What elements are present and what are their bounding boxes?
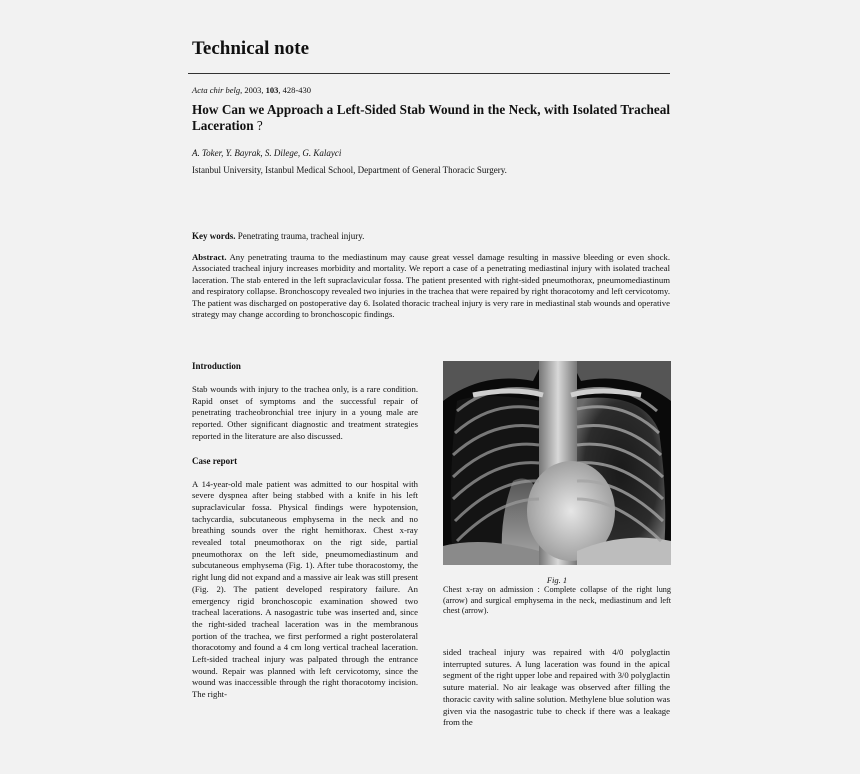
case-report-heading: Case report <box>192 455 238 466</box>
introduction-heading: Introduction <box>192 361 241 371</box>
header-rule <box>188 73 670 74</box>
article-title <box>192 102 670 134</box>
abstract <box>192 252 670 320</box>
section-title: Technical note <box>192 38 309 59</box>
volume: 103 <box>265 85 279 95</box>
keywords-label: Key words. <box>192 231 236 241</box>
affiliation: Istanbul University, Istanbul Medical School, Department of General Thoracic Surgery. <box>192 165 507 175</box>
left-column <box>192 360 418 701</box>
keywords <box>192 231 364 241</box>
authors: A. Toker, Y. Bayrak, S. Dilege, G. Kalayci <box>192 148 342 158</box>
year: 2003 <box>244 85 262 95</box>
case-report-text: A 14-year-old male patient was admitted to our hospital with severe dyspnea after being stabbed with a knife in his left supraclavicular fossa. Physical findings were hypotension, tachycardia, subcutaneous emphysema in the neck and no breathing sounds over the right hemithorax. Chest x-ray revealed total pneumothorax on the rigt side, partial pneumothorax on the left side, pneumomediastinum and subcutaneous emphysema (Fig. 1). After tube thoracostomy, the right lung did not expand and a massive air leak was still present (Fig. 2). The patient developed respiratory failure. An emergency rigid bronchoscopic examination showed two tracheal lacerations. A nasogastric tube was inserted and, since the right-sided tracheal laceration was in the membranous portion of the trachea, we first performed a right posterolateral thoracotomy and found a 4 cm long vertical tracheal laceration. Left-sided tracheal injury was palpated through the entrance wound. Repair was planned with left cervicotomy, since the wound was inaccessible through the right thoracotomy incision. The right- <box>192 478 418 700</box>
article-title-text: How Can we Approach a Left-Sided Stab Wound in the Neck, with Isolated Tracheal Laceration <box>192 102 670 133</box>
pages: 428-430 <box>282 85 311 95</box>
introduction-text: Stab wounds with injury to the trachea only, is a rare condition. Rapid onset of symptoms and the successful repair of penetrating tracheobronchial tree injury in a young male are reported. Other significant diagnostic and treatment strategies reported in the literature are also discussed. <box>192 384 418 441</box>
chest-xray-image <box>443 361 671 565</box>
article-title-suffix: ? <box>256 118 263 133</box>
abstract-label: Abstract. <box>192 252 227 262</box>
citation: Acta chir belg, 2003, 103, 428-430 <box>192 85 311 95</box>
figure-caption: Chest x-ray on admission : Complete collapse of the right lung (arrow) and surgical emphysema in the neck, mediastinum and left chest (arrow). <box>443 585 671 616</box>
figure-label: Fig. 1 <box>546 575 568 585</box>
right-column-text: sided tracheal injury was repaired with 4/0 polyglactin interrupted sutures. A lung laceration was found in the apical segment of the right upper lobe and repaired with 3/0 polyglactin suture material. No air leakage was observed after filling the thoracic cavity with saline solution. Methylene blue solution was given via the nasogastric tube to check if there was a leakage from the <box>443 647 670 728</box>
abstract-text: Any penetrating trauma to the mediastinum may cause great vessel damage resulting in massive bleeding or even shock. Associated tracheal injury increases morbidity and mortality. We report a case of a penetrating mediastinal injury with isolated tracheal laceration. The stab entered in the left supraclavicular fossa. The patient presented with right-sided pneumothorax, pneumomediastinum and respiratory collapse. Bronchoscopy revealed two injuries in the trachea that were repaired by right thoracotomy and left cervicotomy. The patient was discharged on postoperative day 6. Isolated thoracic tracheal injury is very rare in mediastinal stab wounds and operative strategy may change according to bronchoscopic findings. <box>192 252 670 320</box>
journal-name: Acta chir belg <box>192 85 241 95</box>
keywords-text: Penetrating trauma, tracheal injury. <box>237 231 365 241</box>
